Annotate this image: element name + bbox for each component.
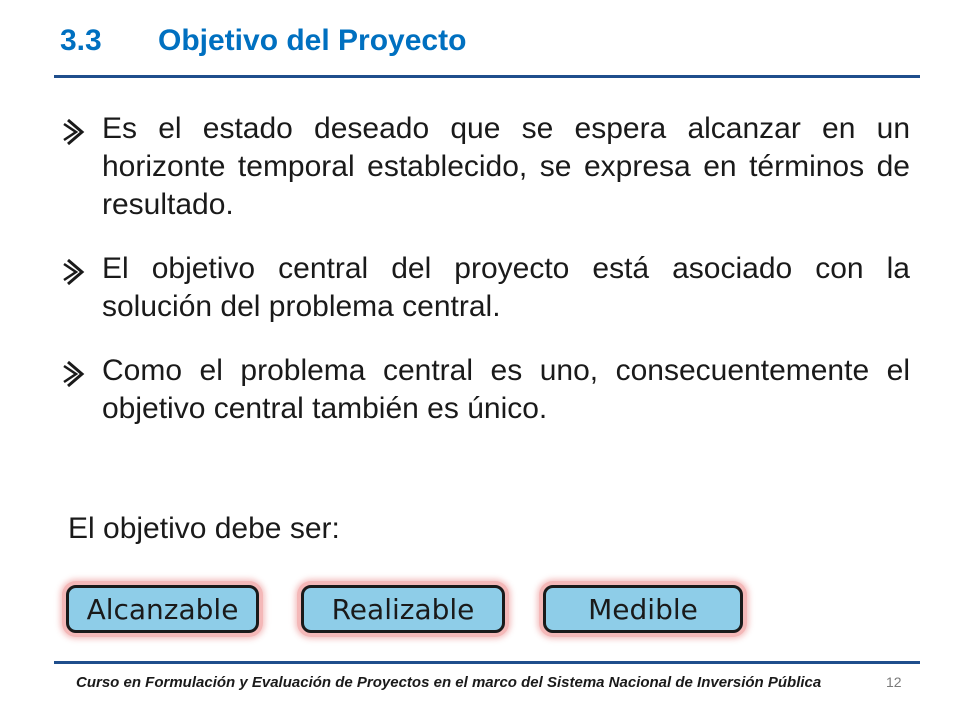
arrow-bullet-icon <box>62 254 90 290</box>
bullet-item <box>62 352 910 428</box>
slide-title <box>60 24 466 58</box>
top-divider <box>54 75 920 78</box>
bullet-item <box>62 250 910 326</box>
arrow-bullet-icon <box>62 114 90 150</box>
attribute-box-medible: Medible <box>543 585 743 633</box>
bullet-text: Como el problema central es uno, consecuentemente el objetivo central también es único. <box>102 354 910 425</box>
title-text: Objetivo del Proyecto <box>158 24 467 57</box>
bullet-text: El objetivo central del proyecto está asociado con la solución del problema central. <box>102 252 910 323</box>
bullet-list <box>62 110 910 454</box>
bullet-item <box>62 110 910 224</box>
bullet-text: Es el estado deseado que se espera alcanzar en un horizonte temporal establecido, se expresa en términos de resultado. <box>102 112 910 221</box>
footer-text: Curso en Formulación y Evaluación de Proyectos en el marco del Sistema Nacional de Inversión Pública <box>76 674 822 691</box>
intro-text: El objetivo debe ser: <box>68 512 340 545</box>
attribute-box-realizable: Realizable <box>301 585 505 633</box>
attribute-box-alcanzable: Alcanzable <box>66 585 259 633</box>
arrow-bullet-icon <box>62 356 90 392</box>
page-number: 12 <box>886 674 902 690</box>
bottom-divider <box>54 661 920 664</box>
section-number: 3.3 <box>60 24 102 57</box>
